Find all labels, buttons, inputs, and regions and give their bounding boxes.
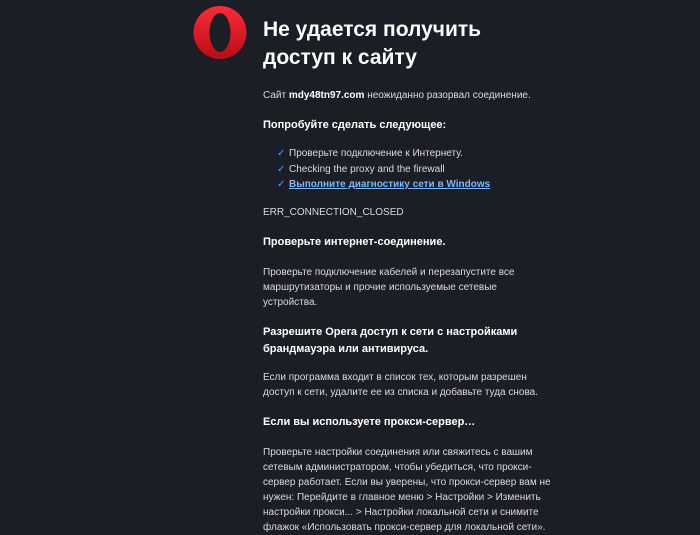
suggestions-list [263,146,553,193]
section-body: Проверьте настройки соединения или свяжитесь с вашим сетевым администратором, чтобы убедиться, что прокси-сервер работает. Если вы уверены, что прокси-сервер вам не нужен: Перейдите в главное меню > Настройки > Изменить настройки прокси... > Настройки локальной сети и снимите флажок «Использовать прокси-сервер для локальной сети». [263,446,551,533]
suggestion-item: ✓ Checking the proxy and the firewall [277,162,553,178]
network-diagnostics-link[interactable]: Выполните диагностику сети в Windows [289,179,491,190]
page-title: Не удается получить доступ к сайту [263,18,482,69]
intro-text: Сайт mdy48tn97.com неожиданно разорвал соединение. [263,90,531,101]
check-icon: ✓ [277,148,286,159]
site-domain: mdy48tn97.com [288,90,365,101]
section-body: Если программа входит в список тех, которым разрешен доступ к сети, удалите ее из списка и добавьте туда снова. [263,371,538,398]
error-code: ERR_CONNECTION_CLOSED [263,206,404,218]
check-icon: ✓ [277,163,286,175]
main-content [263,16,553,535]
section-title: Если вы используете прокси-сервер… [263,415,476,428]
section-title: Проверьте интернет-соединение. [263,235,446,248]
opera-logo-icon [192,5,248,60]
section-body: Проверьте подключение кабелей и перезапустите все маршрутизаторы и прочие используемые сетевые устройства. [263,266,515,308]
suggestion-item: ✓ Проверьте подключение к Интернету. [277,146,553,162]
check-icon: ✓ [277,179,286,190]
section-title: Разрешите Opera доступ к сети с настройками брандмауэра или антивируса. [263,325,518,355]
suggestion-item [277,177,553,193]
suggestions-title: Попробуйте сделать следующее: [263,119,447,131]
